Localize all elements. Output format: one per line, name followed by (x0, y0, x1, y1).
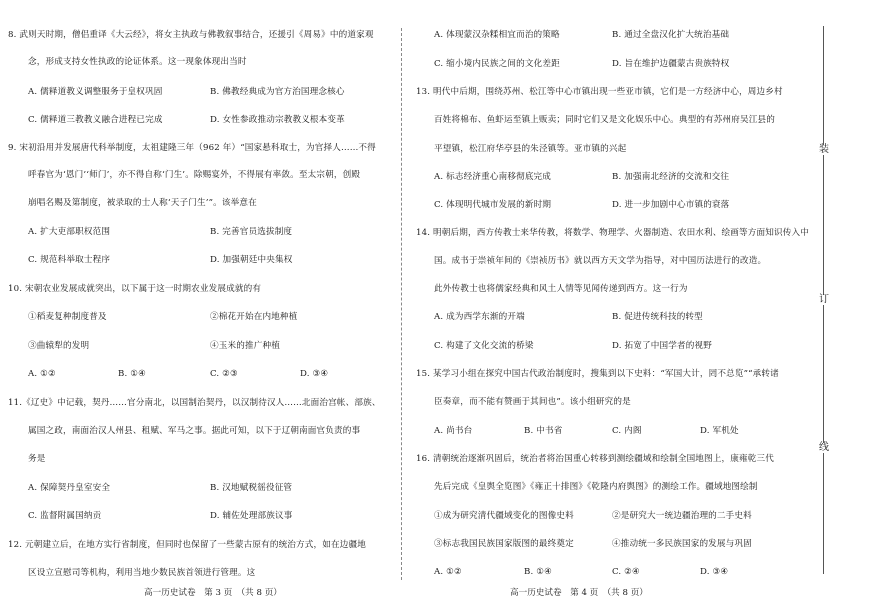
binding-mark-xian: 线 (819, 442, 829, 453)
q16-option-d: D. ③④ (700, 567, 729, 577)
q8-option-c: C. 儒释道三教教义融合进程已完成 (28, 115, 163, 125)
q12-option-c: C. 缩小境内民族之间的文化差距 (434, 59, 560, 69)
q9-option-a: A. 扩大吏部职权范围 (28, 227, 111, 237)
q10-item-3: ③曲辕犁的发明 (28, 341, 90, 351)
q14-stem-line3: 此外传教士也将儒家经典和风土人情等见闻传递到西方。这一行为 (434, 284, 688, 294)
q16-option-a: A. ①② (434, 567, 462, 577)
q9-option-c: C. 规范科举取士程序 (28, 255, 111, 265)
q11-stem-line3: 务是 (28, 454, 46, 464)
q15-stem-line1: 15. 某学习小组在探究中国古代政治制度时，搜集到以下史料：“军国大计，罔不总览”“承转诸 (416, 369, 779, 379)
binding-mark-ding: 订 (819, 294, 829, 305)
q15-option-c: C. 内阁 (612, 426, 642, 436)
q16-option-b: B. ①④ (524, 567, 552, 577)
q11-option-b: B. 汉地赋税徭役征管 (210, 483, 293, 493)
q11-stem-line1: 11.《辽史》中记载，契丹……官分南北，以国制治契丹，以汉制待汉人……北面治宫帐、部族、 (8, 398, 381, 408)
q10-option-d: D. ③④ (300, 369, 329, 379)
q10-option-a: A. ①② (28, 369, 56, 379)
q16-option-c: C. ②④ (612, 567, 640, 577)
q8-option-b: B. 佛教经典成为官方治国理念核心 (210, 87, 345, 97)
q16-stem-line1: 16. 清朝统治逐渐巩固后，统治者将治国重心转移到测绘疆域和绘制全国地图上，康雍乾三代 (416, 454, 775, 464)
binding-mark-zhuang: 装 (819, 144, 829, 155)
q8-stem-line2: 念，形成支持女性执政的论证体系。这一现象体现出当时 (28, 57, 247, 67)
q13-option-a: A. 标志经济重心南移彻底完成 (434, 172, 552, 182)
q14-option-d: D. 拓宽了中国学者的视野 (612, 341, 712, 351)
q13-option-d: D. 进一步加剧中心市镇的衰落 (612, 200, 730, 210)
q10-option-b: B. ①④ (118, 369, 146, 379)
q14-option-b: B. 促进传统科技的转型 (612, 312, 703, 322)
q15-option-a: A. 尚书台 (434, 426, 473, 436)
q12-option-d: D. 旨在维护边疆蒙古贵族特权 (612, 59, 730, 69)
q10-item-2: ②棉花开始在内地种植 (210, 312, 298, 322)
q9-option-d: D. 加强朝廷中央集权 (210, 255, 293, 265)
q11-option-d: D. 辅佐处理部族议事 (210, 511, 293, 521)
q12-option-a: A. 体现蒙汉杂糅相宜而治的策略 (434, 30, 560, 40)
q11-option-c: C. 监督附属国纳贡 (28, 511, 102, 521)
q9-stem-line1: 9. 宋初沿用并发展唐代科举制度，太祖建隆三年（962 年）“国家悬科取士，为官择人……不得 (8, 143, 376, 153)
q11-option-a: A. 保障契丹皇室安全 (28, 483, 111, 493)
q9-stem-line2: 呼春官为‘恩门’‘师门’，亦不得自称‘门生’。除赐宴外，不得展有率敛。至太宗朝，创殿 (28, 170, 361, 180)
q13-option-b: B. 加强南北经济的交流和交往 (612, 172, 730, 182)
q10-item-4: ④玉米的推广种植 (210, 341, 280, 351)
q9-option-b: B. 完善官员选拔制度 (210, 227, 293, 237)
q11-stem-line2: 属国之政，南面治汉人州县、租赋、军马之事。据此可知，以下于辽朝南面官负责的事 (28, 426, 361, 436)
q12-option-b: B. 通过全盘汉化扩大统治基础 (612, 30, 730, 40)
column-divider (401, 28, 402, 580)
q8-option-a: A. 儒释道教义调整服务于皇权巩固 (28, 87, 163, 97)
q15-option-d: D. 军机处 (700, 426, 739, 436)
q10-item-1: ①稻麦复种制度普及 (28, 312, 107, 322)
footer-page-4: 高一历史试卷 第 4 页 （共 8 页） (510, 588, 648, 598)
q15-option-b: B. 中书省 (524, 426, 563, 436)
q8-stem-line1: 8. 武则天时期，僧侣重译《大云经》，将女主执政与佛教叙事结合，还援引《周易》中的道家观 (8, 30, 374, 40)
q14-option-c: C. 构建了文化交流的桥梁 (434, 341, 534, 351)
q13-option-c: C. 体现明代城市发展的新时期 (434, 200, 552, 210)
q13-stem-line2: 百姓将棉布、鱼虾运至镇上贩卖；同时它们又是文化娱乐中心。典型的有苏州府吴江县的 (434, 115, 776, 125)
q12-stem-line2: 区设立宣慰司等机构，利用当地少数民族首领进行管理。这 (28, 568, 256, 578)
q13-stem-line1: 13. 明代中后期，围绕苏州、松江等中心市镇出现一些亚市镇，它们是一方经济中心，周边乡村 (416, 87, 783, 97)
q16-item-2: ②是研究大一统边疆治理的二手史料 (612, 511, 752, 521)
q14-option-a: A. 成为西学东渐的开端 (434, 312, 525, 322)
q8-option-d: D. 女性参政推动宗教教义根本变革 (210, 115, 345, 125)
q16-item-4: ④推动统一多民族国家的发展与巩固 (612, 539, 752, 549)
footer-page-3: 高一历史试卷 第 3 页 （共 8 页） (144, 588, 282, 598)
q16-item-3: ③标志我国民族国家版图的最终奠定 (434, 539, 574, 549)
q13-stem-line3: 平望镇，松江府华亭县的朱泾镇等。亚市镇的兴起 (434, 144, 627, 154)
q15-stem-line2: 臣奏章，而不能有赞画于其间也”。该小组研究的是 (434, 397, 631, 407)
q14-stem-line2: 国。成书于崇祯年间的《崇祯历书》就以西方天文学为指导，对中国历法进行的改造。 (434, 256, 767, 266)
q12-stem-line1: 12. 元朝建立后，在地方实行省制度，但同时也保留了一些蒙古原有的统治方式，如在边疆地 (8, 540, 367, 550)
q10-stem: 10. 宋朝农业发展成就突出，以下属于这一时期农业发展成就的有 (8, 284, 262, 294)
q14-stem-line1: 14. 明朝后期，西方传教士来华传教，将数学、物理学、火器制造、农田水利、绘画等方面知识传入中 (416, 228, 809, 238)
q10-option-c: C. ②③ (210, 369, 238, 379)
q16-item-1: ①成为研究清代疆域变化的图像史料 (434, 511, 574, 521)
q16-stem-line2: 先后完成《皇舆全览图》《雍正十排图》《乾隆内府舆图》的测绘工作。疆域地图绘制 (434, 482, 758, 492)
q9-stem-line3: 崩唱名赐及第制度，被录取的士人称‘天子门生’”。该举意在 (28, 198, 257, 208)
